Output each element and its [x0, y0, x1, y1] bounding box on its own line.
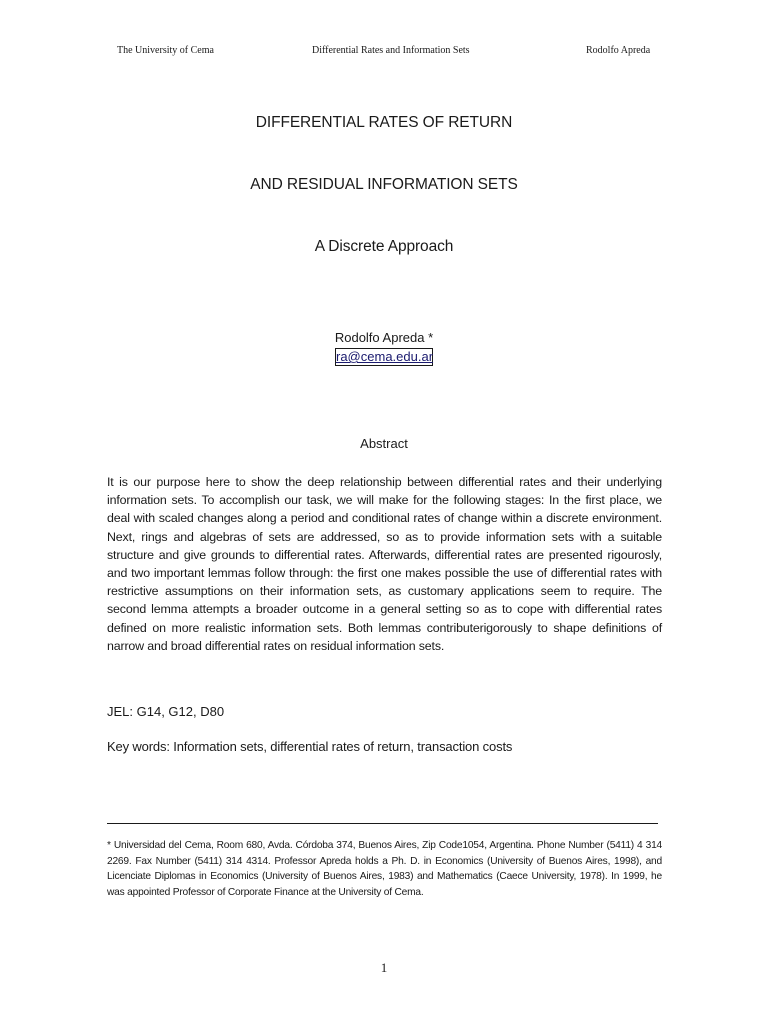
header-short-title: Differential Rates and Information Sets	[312, 45, 470, 56]
title-line-1: DIFFERENTIAL RATES OF RETURN	[255, 114, 513, 131]
running-header	[0, 45, 768, 61]
paper-subtitle: A Discrete Approach	[314, 238, 454, 255]
header-author: Rodolfo Apreda	[586, 45, 651, 56]
page-number: 1	[380, 960, 388, 975]
author-email-link[interactable]: ra@cema.edu.ar	[336, 349, 434, 364]
footnote-divider	[107, 823, 658, 824]
abstract-text: It is our purpose here to show the deep relationship between differential rates and their underlying information sets. To accomplish our task, we will make for the following stages: In the first place, we deal with scaled changes along a period and conditional rates of change within a discrete environment. Next, rings and algebras of sets are addressed, so as to provide information sets with a suitable structure and give grounds to differential rates. Afterwards, differential rates are presented rigourosly, and two important lemmas follow through: the first one makes possible the use of differential rates with restrictive assumptions on their information sets, as customary applications seem to require. The second lemma attempts a broader outcome in a general setting so as to cope with differential rates defined on more realistic information sets. Both lemmas contributerigorously to shape definitions of narrow and broad differential rates on residual information sets.	[107, 475, 662, 653]
abstract-heading: Abstract	[360, 436, 408, 451]
author-footnote: * Universidad del Cema, Room 680, Avda. Córdoba 374, Buenos Aires, Zip Code1054, Argentina. Phone Number (5411) 4 314 2269. Fax Number (5411) 314 4314. Professor Apreda holds a Ph. D. in Economics (University of Buenos Aires, 1998), and Licenciate Diplomas in Economics (University of Buenos Aires, 1983) and Mathematics (Caece University, 1978). In 1999, he was appointed Professor of Corporate Finance at the University of Cema.	[107, 840, 662, 898]
header-institution: The University of Cema	[117, 45, 214, 56]
title-line-2: AND RESIDUAL INFORMATION SETS	[250, 176, 518, 193]
keywords: Key words: Information sets, differential rates of return, transaction costs	[107, 739, 513, 754]
jel-codes: JEL: G14, G12, D80	[107, 704, 225, 719]
author-name: Rodolfo Apreda *	[334, 330, 434, 345]
